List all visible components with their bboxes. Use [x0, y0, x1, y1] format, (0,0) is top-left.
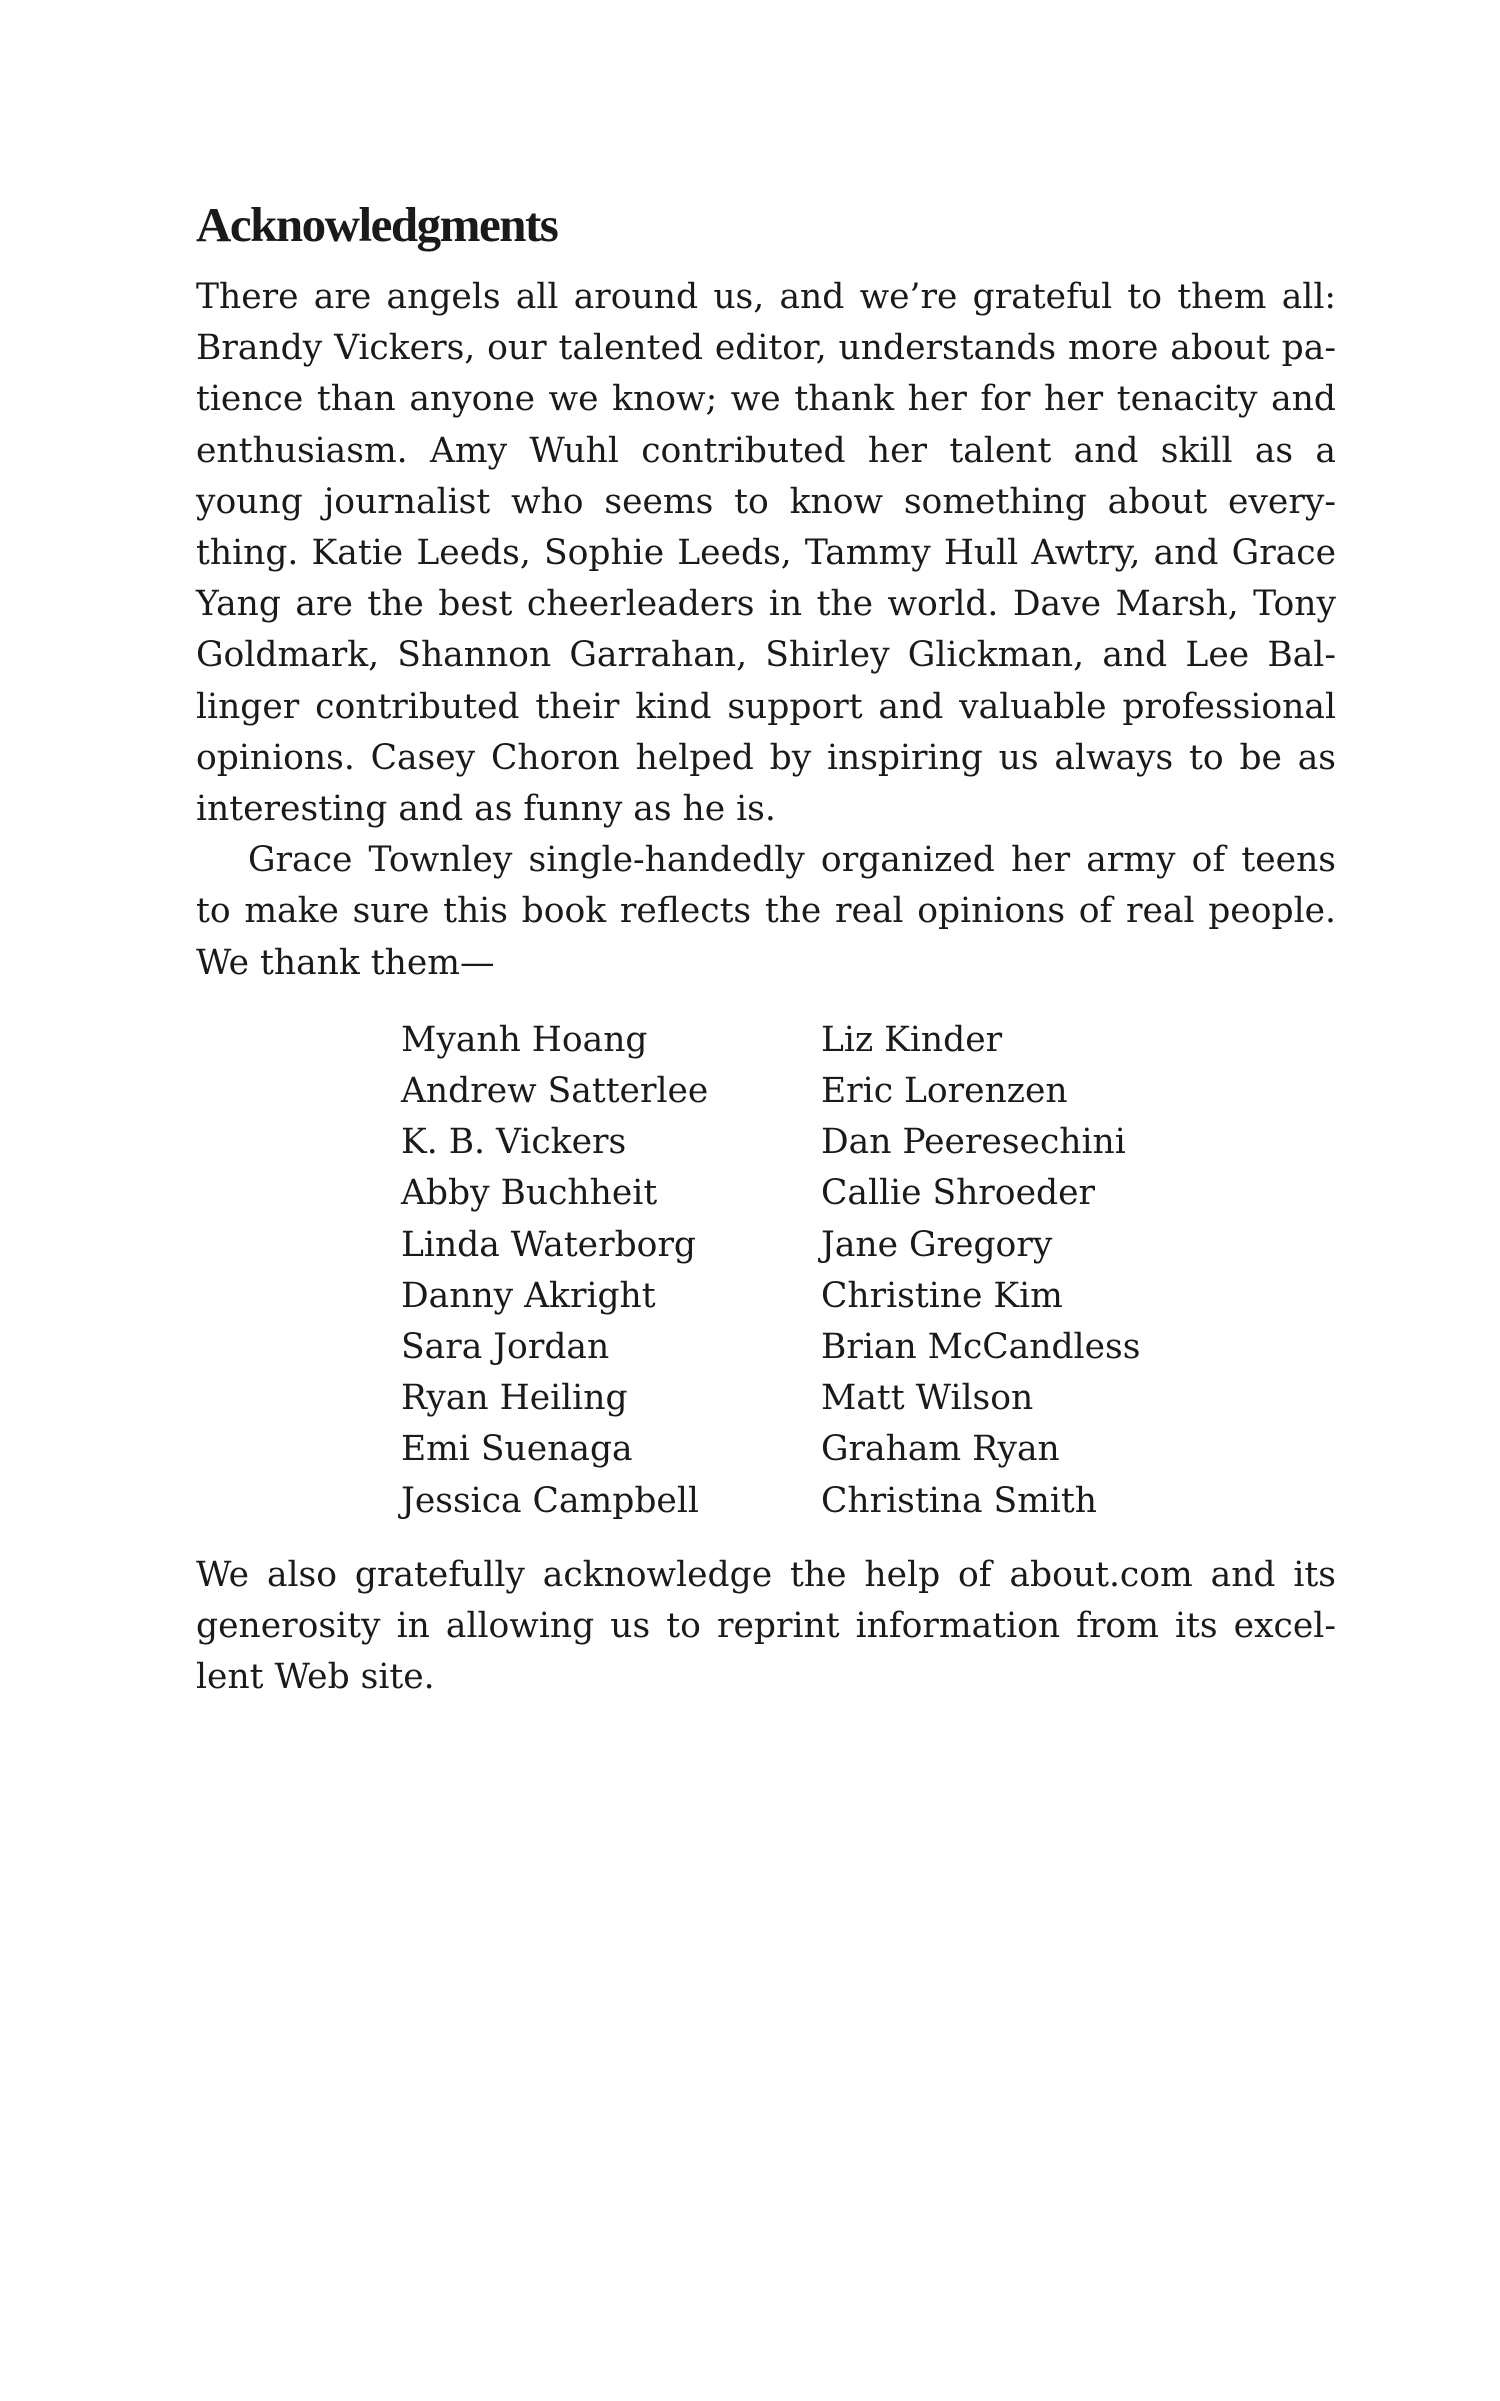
- teens-paragraph: Grace Townley single-handedly organized her army of teens to make sure this book reflects the real opinions of real people. We thank them—: [196, 840, 1336, 983]
- list-item: Liz Kinder: [821, 1019, 1003, 1060]
- names-right-column: [821, 1015, 1241, 1527]
- list-item: Christina Smith: [821, 1480, 1097, 1521]
- list-item: Brian McCandless: [821, 1327, 1141, 1368]
- list-item: Eric Lorenzen: [821, 1071, 1068, 1112]
- list-item: Emi Suenaga: [401, 1429, 633, 1470]
- list-item: Ryan Heiling: [401, 1378, 628, 1419]
- list-item: Myanh Hoang: [401, 1019, 648, 1060]
- page-title: Acknowledgments: [196, 197, 558, 252]
- list-item: Jessica Campbell: [401, 1480, 699, 1521]
- closing-paragraph: We also gratefully acknowledge the help of about.com and its generosity in allowing us to reprint information from its excellent Web site.: [196, 1554, 1336, 1698]
- list-item: Jane Gregory: [821, 1224, 1053, 1265]
- list-item: Dan Peeresechini: [821, 1122, 1126, 1163]
- list-item: Matt Wilson: [821, 1378, 1034, 1419]
- list-item: Linda Waterborg: [401, 1224, 697, 1265]
- list-item: Christine Kim: [821, 1275, 1063, 1316]
- list-item: Sara Jordan: [401, 1327, 610, 1368]
- list-item: K. B. Vickers: [401, 1122, 627, 1163]
- intro-paragraph: There are angels all around us, and we’re grateful to them all: Brandy Vickers, our talented editor, understands more about patience than anyone we know; we thank her for her tenacity and enthusiasm. Amy Wuhl contributed her talent and skill as a young journalist who seems to know something about everything. Katie Leeds, Sophie Leeds, Tammy Hull Awtry, and Grace Yang are the best cheerleaders in the world. Dave Marsh, Tony Goldmark, Shannon Garrahan, Shirley Glickman, and Lee Ballinger contributed their kind support and valuable professional opinions. Casey Choron helped by inspiring us always to be as interesting and as funny as he is.: [196, 277, 1336, 830]
- names-list: [401, 1015, 1336, 1527]
- acknowledgments-page: [196, 197, 1336, 1703]
- names-left-column: [401, 1015, 821, 1527]
- list-item: Andrew Satterlee: [401, 1071, 709, 1112]
- list-item: Abby Buchheit: [401, 1173, 658, 1214]
- list-item: Danny Akright: [401, 1275, 656, 1316]
- list-item: Graham Ryan: [821, 1429, 1060, 1470]
- list-item: Callie Shroeder: [821, 1173, 1095, 1214]
